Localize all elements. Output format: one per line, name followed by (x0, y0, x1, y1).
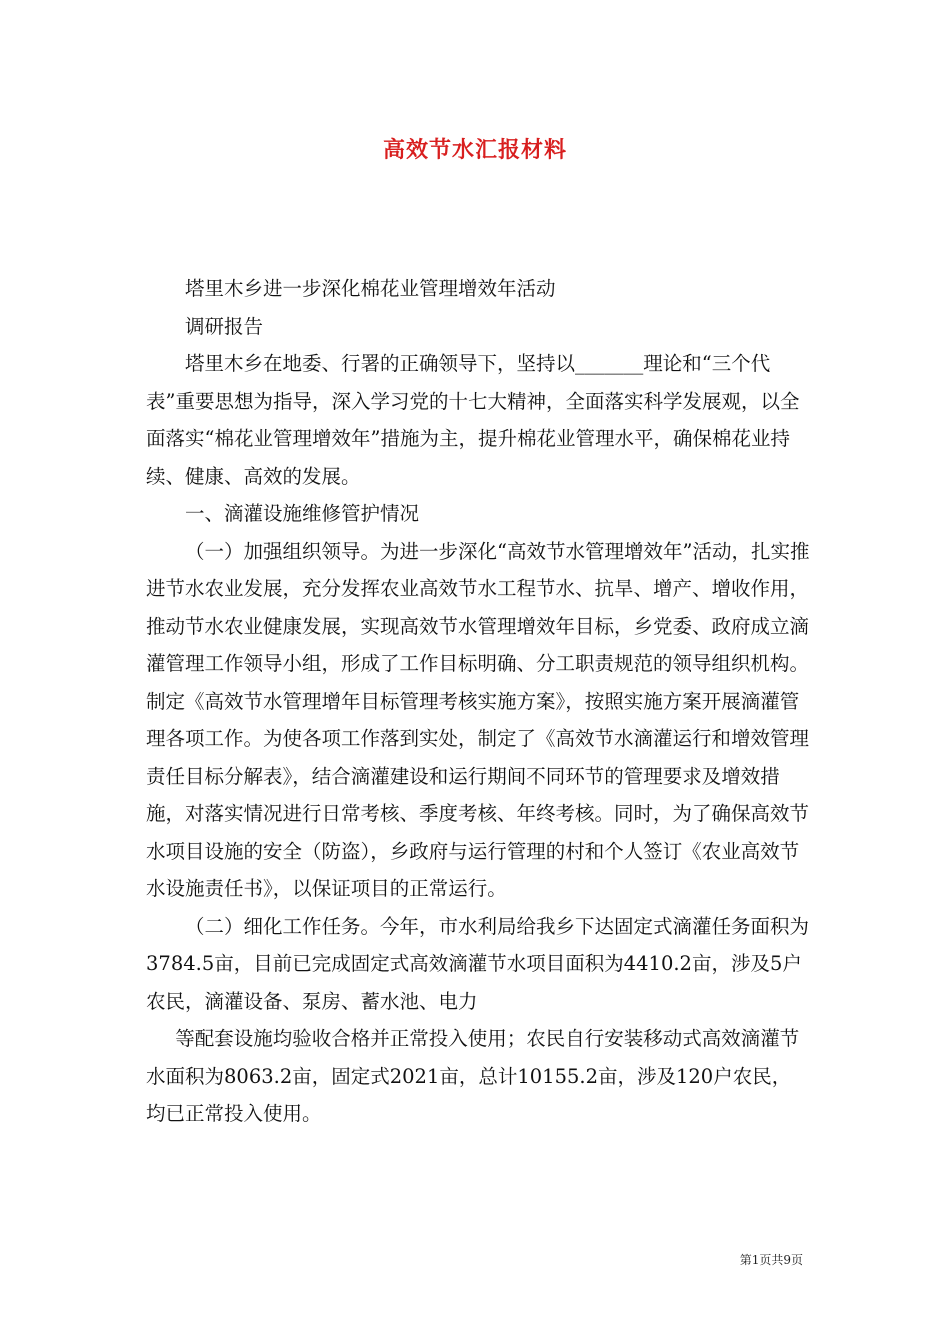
section-heading: 一、滴灌设施维修管护情况 (185, 502, 420, 525)
document-title: 高效节水汇报材料 (382, 137, 567, 163)
paragraph-organization: （一）加强组织领导。为进一步深化“高效节水管理增效年”活动，扎实推进节水农业发展，充分发挥农业高效节水工程节水、抗旱、增产、增收作用，推动节水农业健康发展，实现高效节水管理增效年目标，乡党委、政府成立滴灌管理工作领导小组，形成了工作目标明确、分工职责规范的领导组织机构。制定《高效节水管理增年目标管理考核实施方案》，按照实施方案开展滴灌管理各项工作。为使各项工作落到实处，制定了《高效节水滴灌运行和增效管理责任目标分解表》，结合滴灌建设和运行期间不同环节的管理要求及增效措施，对落实情况进行日常考核、季度考核、年终考核。同时，为了确保高效节水项目设施的安全（防盗），乡政府与运行管理的村和个人签订《农业高效节水设施责任书》，以保证项目的正常运行。 (146, 539, 810, 900)
paragraph-intro: 塔里木乡在地委、行署的正确领导下，坚持以_______理论和“三个代表”重要思想为指导，深入学习党的十七大精神，全面落实科学发展观，以全面落实“棉花业管理增效年”措施为主，提升棉花业管理水平，确保棉花业持续、健康、高效的发展。 (146, 352, 800, 488)
subtitle-line-1: 塔里木乡进一步深化棉花业管理增效年活动 (185, 277, 556, 300)
paragraph-facilities: 等配套设施均验收合格并正常投入使用；农民自行安装移动式高效滴灌节水面积为8063.2亩，固定式2021亩，总计10155.2亩，涉及120户农民，均已正常投入使用。 (146, 1027, 800, 1125)
paragraph-tasks: （二）细化工作任务。今年，市水利局给我乡下达固定式滴灌任务面积为3784.5亩，目前已完成固定式高效滴灌节水项目面积为4410.2亩，涉及5户农民，滴灌设备、泵房、蓄水池、电力 (146, 914, 810, 1013)
page-number: 第1页共9页 (739, 1253, 803, 1267)
subtitle-line-2: 调研报告 (185, 314, 264, 338)
document-body (146, 270, 810, 1133)
